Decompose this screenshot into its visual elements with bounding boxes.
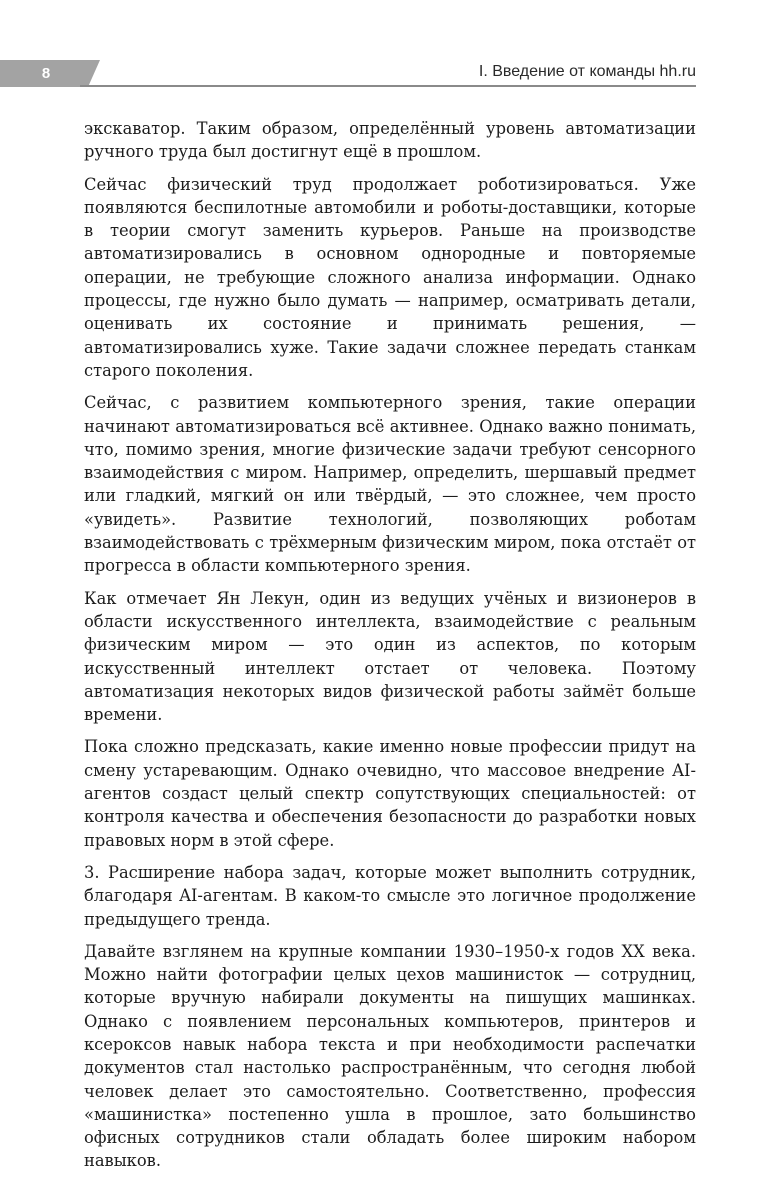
paragraph: Пока сложно предсказать, какие именно новые профессии придут на смену устаревающим. Однако очевидно, что массовое внедрение AI-агентов создаст целый спектр сопутствующих специальностей: от контроля качества и обеспечения безопасности до разработки новых правовых норм в этой сфере. — [84, 737, 696, 850]
paragraph: экскаватор. Таким образом, определённый уровень автоматизации ручного труда был достигнут ещё в прошлом. — [84, 119, 696, 162]
paragraph: Сейчас, с развитием компьютерного зрения, такие операции начинают автоматизироваться всё активнее. Однако важно понимать, что, помимо зрения, многие физические задачи требуют сенсорного взаимодействия с миром. Например, определить, шершавый предмет или гладкий, мягкий он или твёрдый, — это сложнее, чем просто «увидеть». Развитие технологий, позволяющих роботам взаимодействовать с трёхмерным физическим миром, пока отстаёт от прогресса в области компьютерного зрения. — [84, 393, 696, 576]
paragraph: 3. Расширение набора задач, которые может выполнить сотрудник, благодаря AI-агентам. В каком-то смысле это логичное продолжение предыдущего тренда. — [84, 862, 696, 929]
paragraph: Сейчас физический труд продолжает роботизироваться. Уже появляются беспилотные автомобили и роботы-доставщики, которые в теории смогут заменить курьеров. Раньше на производстве автоматизировались в основном однородные и повторяемые операции, не требующие сложного анализа информации. Однако процессы, где нужно было думать — например, осматривать детали, оценивать их состояние и принимать решения, — автоматизировались хуже. Такие задачи сложнее передать станкам старого поколения. — [84, 174, 696, 380]
page-header — [0, 60, 696, 88]
paragraph: Как отмечает Ян Лекун, один из ведущих учёных и визионеров в области искусственного интеллекта, взаимодействие с реальным физическим миром — это один из аспектов, по которым искусственный интеллект отстает от человека. Поэтому автоматизация некоторых видов физической работы займёт больше времени. — [84, 588, 696, 725]
paragraph: Давайте взглянем на крупные компании 1930–1950-х годов XX века. Можно найти фотографии целых цехов машинисток — сотрудниц, которые вручную набирали документы на пишущих машинках. Однако с появлением персональных компьютеров, принтеров и ксероксов навык набора текста и при необходимости распечатки документов стал настолько распространённым, что сегодня любой человек делает это самостоятельно. Соответственно, профессия «машинистка» постепенно ушла в прошлое, зато большинство офисных сотрудников стали обладать более широким набором навыков. — [84, 941, 696, 1171]
text-body — [84, 117, 696, 1182]
page-number: 8 — [41, 65, 51, 82]
running-head: I. Введение от команды hh.ru — [478, 63, 696, 80]
header-rule — [80, 85, 696, 87]
